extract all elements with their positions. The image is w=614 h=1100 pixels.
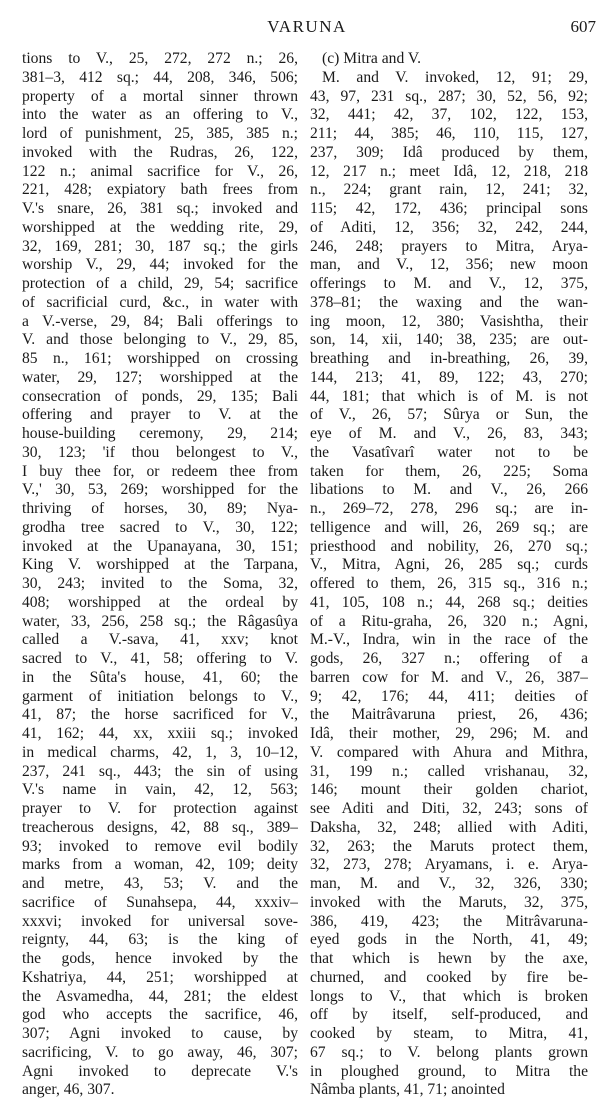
index-line: and metre, 43, 53; V. and the (22, 875, 298, 892)
index-line: the Vasatîvarî water not to be (310, 443, 588, 461)
index-line: telligence and will, 26, 269 sq.; are (310, 518, 588, 536)
index-line: lord of punishment, 25, 385, 385 n.; (22, 125, 298, 142)
index-line: 93; invoked to remove evil bodily (22, 837, 298, 855)
index-line: 41, 162; 44, xx, xxiii sq.; invoked (22, 725, 298, 742)
right-column (310, 50, 588, 1100)
index-line: man, and V., 12, 356; new moon (310, 256, 588, 274)
index-line: 386, 419, 423; the Mitrâvaruna- (310, 912, 588, 930)
index-line: V.,' 30, 53, 269; worshipped for the (22, 481, 298, 499)
index-line: in medical charms, 42, 1, 3, 10–12, (22, 743, 298, 761)
index-line: grodha tree sacred to V., 30, 122; (22, 518, 298, 536)
index-line: a V.-verse, 29, 84; Bali offerings to (22, 312, 298, 330)
index-line: 32, 273, 278; Aryamans, i. e. Arya- (310, 856, 588, 874)
index-line: 115; 42, 172, 436; principal sons (310, 200, 588, 217)
index-line: priesthood and nobility, 26, 270 sq.; (310, 537, 588, 555)
index-line: (c) Mitra and V. (322, 50, 422, 67)
index-line: 9; 42, 176; 44, 411; deities of (310, 687, 588, 705)
index-line: offered to them, 26, 315 sq., 316 n.; (310, 575, 588, 592)
index-line: of sacrificial curd, &c., in water with (22, 293, 298, 311)
index-line: cooked by steam, to Mitra, 41, (310, 1025, 588, 1042)
index-line: Kshatriya, 44, 251; worshipped at (22, 968, 298, 986)
index-line: breathing and in-breathing, 26, 39, (310, 350, 588, 367)
index-line: that which is hewn by the axe, (310, 950, 588, 967)
index-line: the gods, hence invoked by the (22, 950, 298, 967)
index-line: of Aditi, 12, 356; 32, 242, 244, (310, 218, 588, 236)
page-header (0, 14, 614, 40)
index-line: of a Ritu-graha, 26, 320 n.; Agni, (310, 612, 588, 630)
page-number: 607 (570, 17, 596, 36)
index-line: sacrificing, V. to go away, 46, 307; (22, 1043, 298, 1061)
index-line: god who accepts the sacrifice, 46, (22, 1006, 298, 1024)
index-line: 122 n.; animal sacrifice for V., 26, (22, 162, 298, 180)
index-line: 32, 169, 281; 30, 187 sq.; the girls (22, 237, 298, 255)
index-line: house-building ceremony, 29, 214; (22, 425, 298, 442)
index-line: 381–3, 412 sq.; 44, 208, 346, 506; (22, 68, 298, 86)
index-line: King V. worshipped at the Tarpana, (22, 556, 298, 574)
index-line: marks from a woman, 42, 109; deity (22, 856, 298, 874)
index-line: 408; worshipped at the ordeal by (22, 593, 298, 611)
index-line: 41, 87; the horse sacrificed for V., (22, 706, 298, 724)
index-line: invoked with the Rudras, 26, 122, (22, 143, 298, 161)
index-line: tions to V., 25, 272, 272 n.; 26, (22, 50, 298, 67)
index-line: of V., 26, 57; Sûrya or Sun, the (310, 406, 588, 424)
index-line: worshipped at the wedding rite, 29, (22, 218, 298, 236)
index-line: 146; mount their golden chariot, (310, 781, 588, 799)
index-line: ing moon, 12, 380; Vasishtha, their (310, 312, 588, 330)
index-line: thriving of horses, 30, 89; Nya- (22, 500, 298, 517)
index-line: n., 224; grant rain, 12, 241; 32, (310, 181, 588, 199)
index-line: Idâ, their mother, 29, 296; M. and (310, 725, 588, 742)
index-line: 307; Agni invoked to cause, by (22, 1025, 298, 1042)
index-line: churned, and cooked by fire be- (310, 968, 588, 986)
left-column (22, 50, 298, 1100)
index-line: sacrifice of Sunahsepa, 44, xxxiv– (22, 893, 298, 911)
index-line: 67 sq.; to V. belong plants grown (310, 1043, 588, 1061)
index-line: barren cow for M. and V., 26, 387– (310, 668, 588, 686)
index-line: consecration of ponds, 29, 135; Bali (22, 387, 298, 405)
index-line: off by itself, self-produced, and (310, 1006, 588, 1024)
index-line: son, 14, xii, 140; 38, 235; are out- (310, 331, 588, 349)
index-line: 12, 217 n.; meet Idâ, 12, 218, 218 (310, 162, 588, 180)
index-line: gods, 26, 327 n.; offering of a (310, 650, 588, 667)
index-line: 41, 105, 108 n.; 44, 268 sq.; deities (310, 593, 588, 611)
index-line: Nâmba plants, 41, 71; anointed (310, 1081, 505, 1099)
index-line: V.'s snare, 26, 381 sq.; invoked and (22, 200, 298, 217)
index-line: eye of M. and V., 26, 83, 343; (310, 425, 588, 442)
index-line: 85 n., 161; worshipped on crossing (22, 350, 298, 367)
index-line: prayer to V. for protection against (22, 800, 298, 817)
index-line: man, M. and V., 32, 326, 330; (310, 875, 588, 892)
index-line: 144, 213; 41, 89, 122; 43, 270; (310, 368, 588, 386)
index-line: n., 269–72, 278, 296 sq.; are in- (310, 500, 588, 517)
index-line: 378–81; the waxing and the wan- (310, 293, 588, 311)
index-line: 30, 243; invited to the Soma, 32, (22, 575, 298, 592)
index-line: V. and those belonging to V., 29, 85, (22, 331, 298, 349)
index-line: the Asvamedha, 44, 281; the eldest (22, 987, 298, 1005)
index-line: 32, 441; 42, 37, 102, 122, 153, (310, 106, 588, 124)
index-line: water, 33, 256, 258 sq.; the Râgasûya (22, 612, 298, 630)
index-line: called a V.-sava, 41, xxv; knot (22, 631, 298, 649)
index-line: water, 29, 127; worshipped at the (22, 368, 298, 386)
index-line: property of a mortal sinner thrown (22, 87, 298, 105)
index-line: V., Mitra, Agni, 26, 285 sq.; curds (310, 556, 588, 574)
index-line: invoked with the Maruts, 32, 375, (310, 893, 588, 911)
index-line: anger, 46, 307. (22, 1081, 115, 1099)
index-line: the Maitrâvaruna priest, 26, 436; (310, 706, 588, 724)
index-line: 246, 248; prayers to Mitra, Arya- (310, 237, 588, 255)
index-line: I buy thee for, or redeem thee from (22, 462, 298, 480)
index-line: 32, 263; the Maruts protect them, (310, 837, 588, 855)
running-head: VARUNA (267, 17, 347, 36)
index-line: 44, 181; that which is of M. is not (310, 387, 588, 405)
index-line: 211; 44, 385; 46, 110, 115, 127, (310, 125, 588, 142)
index-line: see Aditi and Diti, 32, 243; sons of (310, 800, 588, 817)
index-line: xxxvi; invoked for universal sove- (22, 912, 298, 930)
index-line: into the water as an offering to V., (22, 106, 298, 124)
index-line: protection of a child, 29, 54; sacrifice (22, 275, 298, 292)
index-line: longs to V., that which is broken (310, 987, 588, 1005)
index-line: offerings to M. and V., 12, 375, (310, 275, 588, 292)
index-line: in the Sûta's house, 41, 60; the (22, 668, 298, 686)
index-line: Agni invoked to deprecate V.'s (22, 1062, 298, 1080)
index-line: M.-V., Indra, win in the race of the (310, 631, 588, 649)
index-line: Daksha, 32, 248; allied with Aditi, (310, 818, 588, 836)
index-line: 221, 428; expiatory bath frees from (22, 181, 298, 199)
index-line: taken for them, 26, 225; Soma (310, 462, 588, 480)
index-line: sacred to V., 41, 58; offering to V. (22, 650, 298, 667)
index-line: 43, 97, 231 sq., 287; 30, 52, 56, 92; (310, 87, 588, 105)
index-line: treacherous designs, 42, 88 sq., 389– (22, 818, 298, 836)
index-line: V.'s name in vain, 42, 12, 563; (22, 781, 298, 799)
index-line: libations to M. and V., 26, 266 (310, 481, 588, 499)
index-line: M. and V. invoked, 12, 91; 29, (322, 68, 588, 86)
index-line: offering and prayer to V. at the (22, 406, 298, 424)
index-line: 31, 199 n.; called vrishanau, 32, (310, 762, 588, 780)
index-line: in ploughed ground, to Mitra the (310, 1062, 588, 1080)
index-line: worship V., 29, 44; invoked for the (22, 256, 298, 274)
index-line: invoked at the Upanayana, 30, 151; (22, 537, 298, 555)
index-line: V. compared with Ahura and Mithra, (310, 743, 588, 761)
index-line: 30, 123; 'if thou belongest to V., (22, 443, 298, 461)
index-line: garment of initiation belongs to V., (22, 687, 298, 705)
index-line: 237, 309; Idâ produced by them, (310, 143, 588, 161)
index-line: reignty, 44, 63; is the king of (22, 931, 298, 949)
index-line: 237, 241 sq., 443; the sin of using (22, 762, 298, 780)
index-line: eyed gods in the North, 41, 49; (310, 931, 588, 949)
